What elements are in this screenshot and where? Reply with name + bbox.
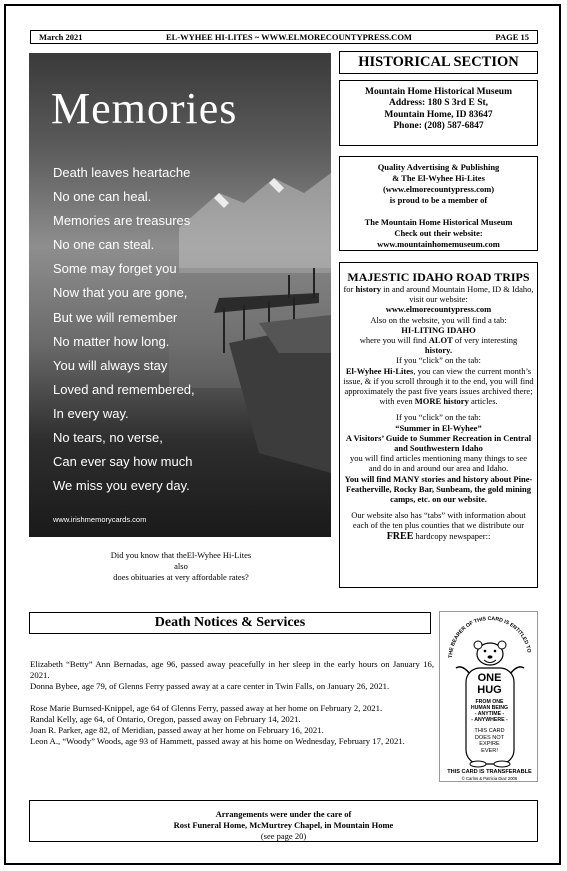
- death-notices-title: Death Notices & Services: [29, 612, 431, 634]
- caption-line: does obituaries at very affordable rates?: [113, 572, 249, 582]
- museum-address: Address: 180 S 3rd E St,: [388, 98, 489, 109]
- trips-articles: you will find articles mentioning many things to see and do in and around our area and Idaho.: [349, 453, 528, 474]
- website-link[interactable]: www.elmorecountypress.com: [385, 304, 492, 315]
- notice-item: Rose Marie Burnsed-Knippel, age 64 of Glenns Ferry, passed away at her home on February 2, 2021.: [30, 703, 383, 713]
- trips-tab-text: Also on the website, you will find a tab:: [370, 314, 507, 325]
- poem-line: Some may forget you: [53, 261, 177, 277]
- historical-section-title: HISTORICAL SECTION: [339, 51, 538, 74]
- arrangements-box: [29, 800, 538, 842]
- poem-line: But we will remember: [53, 309, 178, 325]
- card-copyright: © Carlos & Patricia Diaz 2006: [461, 776, 518, 781]
- masthead: EL-WYHEE HI-LITES ~ WWW.ELMORECOUNTYPRESS.COM: [165, 32, 412, 42]
- hug-card: [439, 611, 538, 782]
- membership-line: Quality Advertising & Publishing: [377, 162, 500, 172]
- poem-line: We miss you every day.: [53, 478, 190, 494]
- museum-website: www.mountainhomemuseum.com: [377, 239, 500, 249]
- membership-box: [339, 156, 538, 251]
- road-trips-title: MAJESTIC IDAHO ROAD TRIPS: [347, 270, 530, 284]
- membership-line: The Mountain Home Historical Museum: [364, 217, 513, 227]
- poem-line: No one can heal.: [53, 189, 152, 205]
- trips-stories: You will find MANY stories and history about Pine-Featherville, Rocky Bar, Sunbeam, the gold mining camps, etc. on our website.: [344, 473, 533, 505]
- museum-info-box: [339, 80, 538, 146]
- membership-line: & The El-Wyhee Hi-Lites: [392, 173, 485, 183]
- poem-line: No one can steal.: [53, 237, 155, 253]
- caption-line: Did you know that theEl-Wyhee Hi-Lites: [110, 550, 252, 560]
- caption-line: also: [174, 561, 188, 571]
- trips-intro: for history in and around Mountain Home, ID & Idaho,: [343, 284, 534, 294]
- card-hug: HUG: [477, 684, 502, 696]
- obituary-caption: [40, 550, 322, 583]
- tab-hi-liting-idaho: HI-LITING IDAHO: [401, 324, 476, 335]
- card-from: FROM ONE HUMAN BEING - ANYTIME - - ANYWHERE -: [470, 699, 509, 723]
- memories-poster: [29, 53, 331, 537]
- spacer: [30, 692, 434, 703]
- notice-item: Donna Bybee, age 79, of Glenns Ferry passed away at a care center in Twin Falls, on January 26, 2021.: [30, 681, 390, 691]
- poem-line: Memories are treasures: [53, 213, 191, 229]
- card-transferable: THIS CARD IS TRANSFERABLE: [447, 769, 532, 775]
- membership-line: Check out their website:: [394, 228, 483, 238]
- poem-line: In every way.: [53, 405, 129, 421]
- notice-item: Randal Kelly, age 64, of Ontario, Oregon, passed away on February 14, 2021.: [30, 714, 301, 724]
- poem-line: You will always stay: [53, 357, 168, 373]
- poem-line: Loved and remembered,: [53, 381, 195, 397]
- trips-history: history.: [424, 345, 453, 356]
- museum-name: Mountain Home Historical Museum: [365, 87, 512, 97]
- poem-line: Death leaves heartache: [53, 165, 191, 180]
- trips-visit: visit our website:: [409, 294, 468, 305]
- bear-illustration: [440, 612, 539, 783]
- trips-find: where you will find ALOT of very interesting: [359, 335, 518, 346]
- death-notices-list: [30, 659, 434, 747]
- tab-summer: “Summer in El-Wyhee”: [395, 422, 482, 433]
- card-one: ONE: [477, 672, 502, 684]
- poem-line: Now that you are gone,: [53, 285, 188, 301]
- poem-line: No matter how long.: [53, 333, 170, 349]
- membership-line: (www.elmorecountypress.com): [382, 184, 495, 194]
- page-header: [30, 30, 538, 44]
- funeral-home: Rost Funeral Home, McMurtrey Chapel, in Mountain Home: [173, 820, 394, 830]
- poster-url: www.irishmemorycards.com: [53, 515, 147, 524]
- trips-click: If you “click” on the tab:: [396, 412, 481, 423]
- notice-item: Leon A., “Woody” Woods, age 93 of Hammett, passed away at his home on Wednesday, February 17, 2021.: [30, 736, 405, 746]
- poem-line: Can ever say how much: [53, 454, 193, 470]
- museum-phone: Phone: (208) 587-6847: [393, 120, 484, 131]
- poster-title: Memories: [51, 84, 238, 133]
- poem-line: No tears, no verse,: [53, 430, 163, 446]
- page-number: PAGE 15: [495, 32, 529, 42]
- trips-archive-text: El-Wyhee Hi-Lites, you can view the current month’s issue, & if you scroll through it to the end, you will find approximately the past five years issues archived there; with even MORE history articles.: [343, 365, 534, 407]
- spacer: [340, 206, 537, 217]
- notice-item: Elizabeth “Betty” Ann Bernadas, age 96, passed away peacefully in her sleep in the early hours on January 16, 2021.: [30, 659, 434, 680]
- page-reference: (see page 20): [260, 831, 307, 841]
- museum-city: Mountain Home, ID 83647: [384, 109, 493, 120]
- membership-line: is proud to be a member of: [389, 195, 488, 205]
- card-expire: THIS CARD DOES NOT EXPIRE EVER!: [474, 728, 505, 754]
- trips-counties: Our website also has “tabs” with information about each of the ten plus counties that we distribute our FREE hardcopy newspaper::: [351, 510, 526, 542]
- visitors-guide: A Visitors’ Guide to Summer Recreation in Central and Southwestern Idaho: [345, 432, 532, 454]
- card-arc-text: THE BEARER OF THIS CARD IS ENTITLED TO: [447, 615, 532, 659]
- poem: [53, 161, 195, 498]
- arrangements-line: Arrangements were under the care of: [215, 809, 352, 819]
- trips-click: If you “click” on the tab:: [396, 355, 481, 366]
- notice-item: Joan R. Parker, age 82, of Meridian, passed away at her home on February 16, 2021.: [30, 725, 324, 735]
- road-trips-box: [339, 262, 538, 588]
- issue-date: March 2021: [39, 32, 83, 42]
